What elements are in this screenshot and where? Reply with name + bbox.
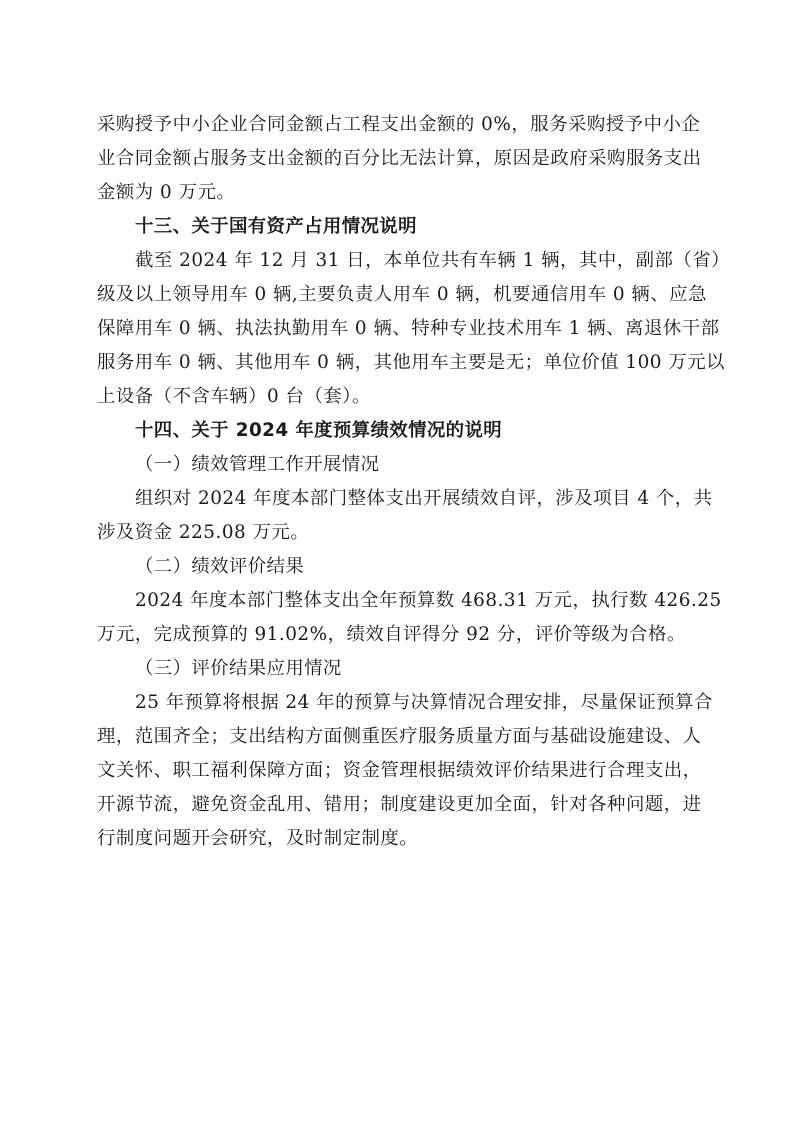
section-14-sub-3-line-4: 开源节流，避免资金乱用、错用；制度建设更加全面，针对各种问题，进 [97, 794, 702, 815]
section-14-sub-2-heading: （二）绩效评价结果 [135, 556, 305, 577]
section-14-sub-3-line-2: 理，范围齐全；支出结构方面侧重医疗服务质量方面与基础设施建设、人 [97, 726, 702, 747]
section-14-sub-1-heading: （一）绩效管理工作开展情况 [135, 454, 380, 475]
intro-line-2: 业合同金额占服务支出金额的百分比无法计算，原因是政府采购服务支出 [97, 148, 702, 169]
section-14-heading: 十四、关于 2024 年度预算绩效情况的说明 [135, 420, 503, 441]
section-14-sub-3-line-1: 25 年预算将根据 24 年的预算与决算情况合理安排，尽量保证预算合 [135, 692, 713, 713]
section-13-line-1: 截至 2024 年 12 月 31 日，本单位共有车辆 1 辆，其中，副部（省） [135, 250, 731, 271]
intro-line-3: 金额为 0 万元。 [97, 182, 236, 203]
section-14-sub-3-heading: （三）评价结果应用情况 [135, 658, 342, 679]
section-13-line-2: 级及以上领导用车 0 辆,主要负责人用车 0 辆，机要通信用车 0 辆、应急 [97, 284, 707, 305]
section-13-line-4: 服务用车 0 辆、其他用车 0 辆，其他用车主要是无；单位价值 100 万元以 [97, 352, 726, 373]
section-14-sub-1-line-1: 组织对 2024 年度本部门整体支出开展绩效自评，涉及项目 4 个，共 [135, 488, 713, 509]
section-14-sub-2-line-2: 万元，完成预算的 91.02%，绩效自评得分 92 分，评价等级为合格。 [97, 624, 686, 645]
section-13-line-3: 保障用车 0 辆、执法执勤用车 0 辆、特种专业技术用车 1 辆、离退休干部 [97, 318, 720, 339]
section-13-heading: 十三、关于国有资产占用情况说明 [135, 216, 417, 237]
section-14-sub-2-line-1: 2024 年度本部门整体支出全年预算数 468.31 万元，执行数 426.25 [135, 590, 722, 611]
intro-line-1: 采购授予中小企业合同金额占工程支出金额的 0%，服务采购授予中小企 [97, 114, 701, 135]
section-14-sub-3-line-3: 文关怀、职工福利保障方面；资金管理根据绩效评价结果进行合理支出， [97, 760, 702, 781]
section-13-line-5: 上设备（不含车辆）0 台（套）。 [97, 386, 371, 407]
section-14-sub-1-line-2: 涉及资金 225.08 万元。 [97, 522, 310, 543]
section-14-sub-3-line-5: 行制度问题开会研究，及时制定制度。 [97, 828, 419, 849]
